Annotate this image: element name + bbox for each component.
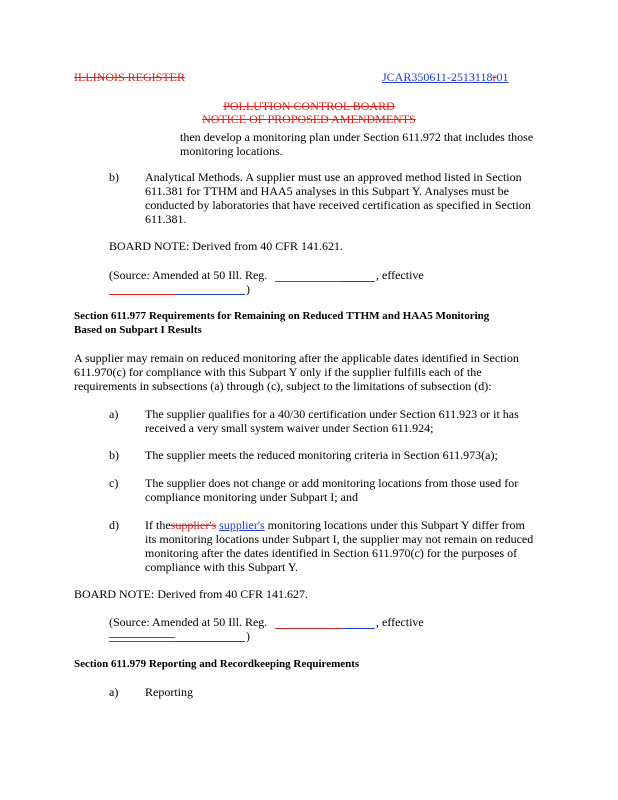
- item-text: The supplier qualifies for a 40/30 certification under Section 611.923 or it has: [145, 407, 519, 421]
- jcar-deleted-char: r: [492, 70, 497, 84]
- item-text: The supplier meets the reduced monitoring criteria in Section 611.973(a);: [145, 448, 498, 462]
- item-text: received a very small system waiver under Section 611.924;: [145, 421, 434, 435]
- item-label: b): [109, 170, 119, 184]
- board-name: POLLUTION CONTROL BOARD: [223, 99, 395, 113]
- blank-inserted-line: [175, 641, 245, 642]
- blank-inserted-line: [175, 294, 245, 295]
- item-label: c): [109, 476, 119, 490]
- deleted-text: supplier's: [170, 518, 217, 532]
- item-text: Reporting: [145, 685, 193, 699]
- item-label: b): [109, 448, 119, 462]
- source-prefix: (Source: Amended at 50 Ill. Reg.: [109, 615, 268, 629]
- board-note: BOARD NOTE: Derived from 40 CFR 141.627.: [74, 587, 308, 601]
- board-note: BOARD NOTE: Derived from 40 CFR 141.621.: [109, 239, 343, 253]
- source-close: ): [246, 629, 250, 643]
- item-text: [145, 518, 525, 532]
- blank-deleted-line: [109, 294, 175, 295]
- register-header: ILLINOIS REGISTER: [74, 70, 185, 84]
- section-title: Section 611.979 Reporting and Recordkeeping Requirements: [74, 658, 360, 670]
- item-text: 611.381.: [145, 212, 187, 226]
- section-intro: requirements in subsections (a) through (c), subject to the limitations of subsection (d):: [74, 379, 492, 393]
- jcar-suffix: 01: [496, 70, 509, 84]
- source-close: ): [246, 282, 250, 296]
- blank-inserted-line: [341, 281, 375, 282]
- item-text: conducted by laboratories that have received certification as specified in Section: [145, 198, 531, 212]
- notice-title: NOTICE OF PROPOSED AMENDMENTS: [202, 112, 416, 126]
- item-text: The supplier does not change or add monitoring locations from those used for: [145, 476, 519, 490]
- source-effective: , effective: [376, 268, 424, 282]
- blank-deleted-line: [275, 628, 341, 629]
- item-text: compliance with this Subpart Y.: [145, 560, 298, 574]
- source-prefix: (Source: Amended at 50 Ill. Reg.: [109, 268, 268, 282]
- blank-deleted-line: [275, 281, 341, 282]
- blank-inserted-line: [341, 628, 375, 629]
- item-label: d): [109, 518, 119, 532]
- item-text: 611.381 for TTHM and HAA5 analyses in this Subpart Y. Analyses must be: [145, 184, 509, 198]
- item-label: a): [109, 685, 119, 699]
- jcar-number: JCAR350611-2513118: [382, 70, 493, 84]
- jcar-reference: [382, 70, 508, 84]
- blank-deleted-line: [109, 641, 175, 642]
- item-text: Analytical Methods. A supplier must use an approved method listed in Section: [145, 170, 522, 184]
- section-intro: 611.970(c) for compliance with this Subpart Y only if the supplier fulfills each of the: [74, 365, 482, 379]
- item-text-prefix: If the: [145, 518, 171, 532]
- source-effective: , effective: [376, 615, 424, 629]
- item-text: monitoring after the dates identified in Section 611.970(c) for the purposes of: [145, 546, 518, 560]
- section-title: Section 611.977 Requirements for Remaining on Reduced TTHM and HAA5 Monitoring: [74, 310, 490, 322]
- section-title: Based on Subpart I Results: [74, 324, 202, 336]
- item-text-rest: monitoring locations under this Subpart Y differ from: [267, 518, 525, 532]
- inserted-text: supplier's: [219, 518, 265, 532]
- continuation-line: monitoring locations.: [180, 144, 283, 158]
- section-intro: A supplier may remain on reduced monitoring after the applicable dates identified in Section: [74, 351, 519, 365]
- item-label: a): [109, 407, 119, 421]
- continuation-line: then develop a monitoring plan under Section 611.972 that includes those: [180, 130, 534, 144]
- item-text: its monitoring locations under Subpart I, the supplier may not remain on reduced: [145, 532, 534, 546]
- blank-deleted-line: [109, 637, 175, 638]
- item-text: compliance monitoring under Subpart I; and: [145, 490, 358, 504]
